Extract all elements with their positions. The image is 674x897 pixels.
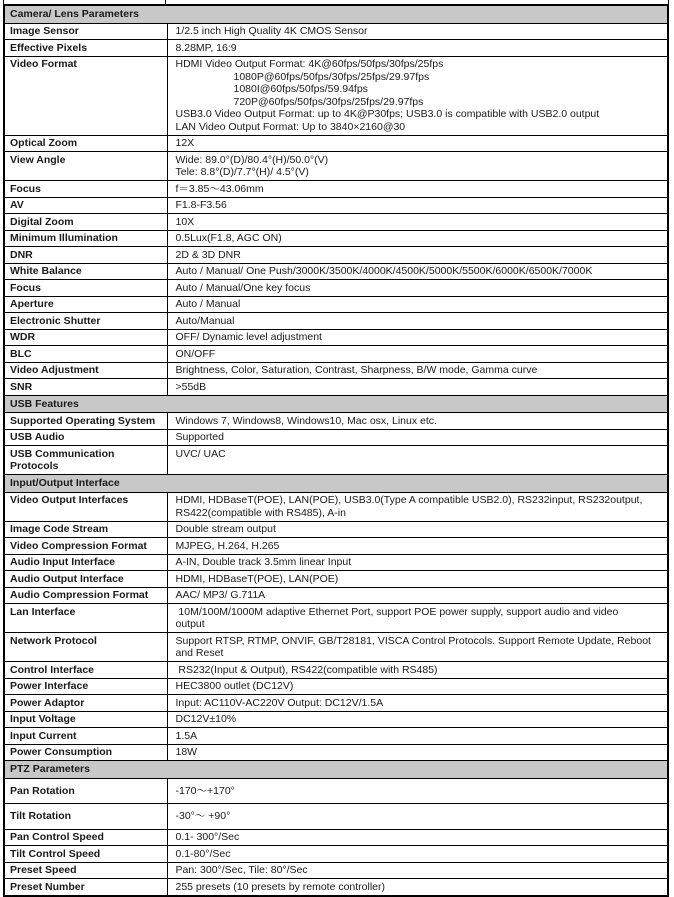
spec-row	[4, 492, 668, 521]
spec-row	[4, 778, 668, 804]
spec-label: Power Consumption	[4, 744, 167, 761]
spec-value	[167, 804, 668, 830]
spec-value-line: RS232(Input & Output), RS422(compatible with RS485)	[175, 663, 438, 676]
spec-row	[4, 711, 668, 728]
spec-label: Preset Speed	[4, 862, 167, 879]
spec-row	[4, 804, 668, 830]
spec-label: Optical Zoom	[4, 135, 167, 152]
spec-value-line: HDMI, HDBaseT(POE), LAN(POE)	[175, 572, 339, 585]
spec-value-line: AAC/ MP3/ G.711A	[175, 589, 266, 601]
spec-value	[167, 362, 668, 379]
spec-value	[167, 197, 668, 214]
spec-value-line: HDMI, HDBaseT(POE), LAN(POE), USB3.0(Type A compatible USB2.0), RS232input, RS232output,	[175, 494, 643, 506]
spec-value	[167, 728, 668, 745]
spec-value-line: >55dB	[175, 380, 207, 393]
spec-row	[4, 296, 668, 313]
spec-value	[167, 554, 668, 571]
spec-value-line: -30°～ +90°	[175, 810, 231, 822]
spec-row	[4, 346, 668, 363]
spec-value-line: 0.1-80°/Sec	[175, 847, 231, 860]
table-top-partial-row	[3, 0, 669, 4]
spec-value-line: 12X	[175, 137, 195, 149]
spec-label: AV	[4, 197, 167, 214]
spec-row	[4, 633, 668, 662]
spec-row	[4, 247, 668, 264]
spec-value-line: 1080I@60fps/50fps/59.94fps	[233, 83, 368, 95]
spec-value-line: 0.1- 300°/Sec	[175, 831, 240, 843]
spec-label: SNR	[4, 379, 167, 396]
spec-value	[167, 711, 668, 728]
spec-value	[167, 346, 668, 363]
spec-value-line: Windows 7, Windows8, Windows10, Mac osx, Linux etc.	[175, 414, 437, 427]
spec-value-line: f＝3.85～43.06mm	[175, 182, 264, 195]
spec-label: Image Code Stream	[4, 521, 167, 538]
spec-value	[167, 329, 668, 346]
spec-label: USB Audio	[4, 429, 167, 446]
spec-row	[4, 379, 668, 396]
spec-value-line: Supported	[175, 431, 224, 443]
spec-row	[4, 587, 668, 604]
spec-row	[4, 521, 668, 538]
spec-label: Tilt Rotation	[4, 804, 167, 830]
section-title: Input/Output Interface	[4, 475, 668, 493]
spec-label: Tilt Control Speed	[4, 846, 167, 863]
spec-value-line: 2D & 3D DNR	[175, 248, 241, 261]
spec-value-line: Auto/Manual	[175, 314, 235, 327]
spec-label: Focus	[4, 181, 167, 198]
spec-value-line: output	[175, 618, 205, 630]
spec-value	[167, 379, 668, 396]
spec-value-line: -170～+170°	[175, 784, 235, 797]
spec-label: Audio Input Interface	[4, 554, 167, 571]
spec-row	[4, 329, 668, 346]
spec-label: Power Adaptor	[4, 695, 167, 712]
spec-row	[4, 56, 668, 135]
spec-value-line: Support RTSP, RTMP, ONVIF, GB/T28181, VISCA Control Protocols. Support Remote Update, Reboot	[175, 634, 651, 647]
spec-row	[4, 152, 668, 181]
spec-value-line: F1.8-F3.56	[175, 199, 227, 211]
spec-value-line: HDMI Video Output Format: 4K@60fps/50fps/30fps/25fps	[175, 58, 444, 70]
spec-value	[167, 538, 668, 555]
spec-row	[4, 571, 668, 588]
spec-table	[3, 4, 669, 897]
spec-label: Audio Compression Format	[4, 587, 167, 604]
spec-value	[167, 778, 668, 804]
spec-value	[167, 846, 668, 863]
spec-label: Video Compression Format	[4, 538, 167, 555]
spec-value-line: 18W	[175, 746, 198, 758]
spec-label: Video Output Interfaces	[4, 492, 167, 521]
spec-value-line: Auto / Manual/ One Push/3000K/3500K/4000K/4500K/5000K/5500K/6000K/6500K/7000K	[175, 265, 593, 277]
spec-row	[4, 429, 668, 446]
spec-label: Aperture	[4, 296, 167, 313]
spec-label: Image Sensor	[4, 23, 167, 40]
spec-value-line: UVC/ UAC	[175, 447, 226, 460]
spec-row	[4, 662, 668, 679]
spec-value	[167, 40, 668, 57]
spec-value-line: 8.28MP, 16:9	[175, 41, 237, 54]
spec-row	[4, 846, 668, 863]
section-header-row	[4, 761, 668, 779]
spec-value	[167, 446, 668, 475]
spec-value	[167, 879, 668, 896]
spec-value-line: Brightness, Color, Saturation, Contrast, Sharpness, B/W mode, Gamma curve	[175, 364, 538, 376]
spec-label: Minimum Illumination	[4, 230, 167, 247]
spec-value	[167, 135, 668, 152]
spec-label: Video Format	[4, 56, 167, 135]
spec-value-line: LAN Video Output Format: Up to 3840×2160@30	[175, 120, 406, 133]
spec-value	[167, 313, 668, 330]
spec-label: Focus	[4, 280, 167, 297]
spec-value	[167, 829, 668, 846]
section-title: PTZ Parameters	[4, 761, 668, 779]
spec-row	[4, 538, 668, 555]
spec-table-body	[4, 5, 668, 896]
spec-value-line: 1080P@60fps/50fps/30fps/25fps/29.97fps	[233, 70, 430, 83]
spec-row	[4, 829, 668, 846]
spec-row	[4, 263, 668, 280]
spec-label: DNR	[4, 247, 167, 264]
spec-row	[4, 280, 668, 297]
section-title: USB Features	[4, 395, 668, 413]
spec-label: White Balance	[4, 263, 167, 280]
spec-value	[167, 587, 668, 604]
spec-row	[4, 604, 668, 633]
top-partial-label-cell	[4, 0, 166, 4]
spec-label: Preset Number	[4, 879, 167, 896]
spec-value-line: Double stream output	[175, 523, 276, 535]
spec-label: Electronic Shutter	[4, 313, 167, 330]
spec-row	[4, 862, 668, 879]
spec-value-line: Pan: 300°/Sec, Tile: 80°/Sec	[175, 864, 308, 876]
spec-value-line: 720P@60fps/50fps/30fps/25fps/29.97fps	[233, 95, 424, 108]
spec-value	[167, 633, 668, 662]
spec-label: Digital Zoom	[4, 214, 167, 231]
spec-value-line: Auto / Manual/One key focus	[175, 281, 311, 294]
spec-label: Supported Operating System	[4, 413, 167, 430]
spec-label: Audio Output Interface	[4, 571, 167, 588]
spec-value	[167, 23, 668, 40]
spec-value	[167, 571, 668, 588]
section-header-row	[4, 475, 668, 493]
spec-row	[4, 214, 668, 231]
spec-label: Lan Interface	[4, 604, 167, 633]
spec-value	[167, 862, 668, 879]
spec-value-line: 1/2.5 inch High Quality 4K CMOS Sensor	[175, 25, 368, 37]
spec-label: BLC	[4, 346, 167, 363]
spec-value	[167, 296, 668, 313]
spec-row	[4, 230, 668, 247]
spec-label: Video Adjustment	[4, 362, 167, 379]
spec-label: Input Current	[4, 728, 167, 745]
spec-value-line: Tele: 8.8°(D)/7.7°(H)/ 4.5°(V)	[175, 166, 309, 178]
spec-value	[167, 56, 668, 135]
spec-value-line: USB3.0 Video Output Format: up to 4K@P30fps; USB3.0 is compatible with USB2.0 output	[175, 108, 600, 120]
spec-value	[167, 280, 668, 297]
spec-row	[4, 23, 668, 40]
spec-value-line: Auto / Manual	[175, 298, 241, 310]
spec-value-line: OFF/ Dynamic level adjustment	[175, 331, 322, 343]
spec-value	[167, 263, 668, 280]
section-header-row	[4, 5, 668, 23]
spec-value	[167, 214, 668, 231]
spec-value	[167, 662, 668, 679]
spec-value-line: HEC3800 outlet (DC12V)	[175, 680, 294, 692]
spec-row	[4, 744, 668, 761]
spec-row	[4, 135, 668, 152]
spec-value-line: MJPEG, H.264, H.265	[175, 539, 280, 552]
spec-row	[4, 413, 668, 430]
spec-value	[167, 492, 668, 521]
spec-value-line: and Reset	[175, 647, 224, 659]
spec-value-line: 255 presets (10 presets by remote controller)	[175, 880, 386, 893]
spec-row	[4, 362, 668, 379]
spec-row	[4, 695, 668, 712]
section-header-row	[4, 395, 668, 413]
spec-label: Pan Rotation	[4, 778, 167, 804]
spec-value	[167, 429, 668, 446]
spec-value-line: A-IN, Double track 3.5mm linear Input	[175, 556, 352, 568]
spec-label: Power Interface	[4, 678, 167, 695]
spec-row	[4, 313, 668, 330]
spec-label: Network Protocol	[4, 633, 167, 662]
spec-row	[4, 678, 668, 695]
top-partial-value-cell	[166, 0, 668, 4]
spec-label: WDR	[4, 329, 167, 346]
spec-row	[4, 446, 668, 475]
spec-label: Input Voltage	[4, 711, 167, 728]
spec-value-line: 1.5A	[175, 729, 198, 742]
spec-row	[4, 554, 668, 571]
spec-label: View Angle	[4, 152, 167, 181]
spec-value-line: 10X	[175, 215, 195, 228]
spec-value-line: 0.5Lux(F1.8, AGC ON)	[175, 232, 282, 244]
spec-value	[167, 181, 668, 198]
spec-value	[167, 604, 668, 633]
spec-value	[167, 521, 668, 538]
spec-value	[167, 678, 668, 695]
spec-label: Effective Pixels	[4, 40, 167, 57]
spec-value	[167, 247, 668, 264]
spec-label: Control Interface	[4, 662, 167, 679]
spec-row	[4, 728, 668, 745]
spec-value-line: 10M/100M/1000M adaptive Ethernet Port, support POE power supply, support audio and video	[175, 605, 619, 618]
spec-label: Pan Control Speed	[4, 829, 167, 846]
spec-value-line: DC12V±10%	[175, 713, 237, 725]
spec-value-line: ON/OFF	[175, 347, 216, 360]
spec-row	[4, 197, 668, 214]
spec-value	[167, 152, 668, 181]
spec-row	[4, 879, 668, 896]
spec-value	[167, 695, 668, 712]
spec-row	[4, 181, 668, 198]
spec-row	[4, 40, 668, 57]
spec-value	[167, 230, 668, 247]
spec-value-line: Wide: 89.0°(D)/80.4°(H)/50.0°(V)	[175, 153, 329, 166]
spec-label: USB Communication Protocols	[4, 446, 167, 475]
spec-value-line: Input: AC110V-AC220V Output: DC12V/1.5A	[175, 696, 384, 709]
spec-value	[167, 413, 668, 430]
section-title: Camera/ Lens Parameters	[4, 5, 668, 23]
spec-value	[167, 744, 668, 761]
spec-value-line: RS422(compatible with RS485), A-in	[175, 506, 346, 519]
